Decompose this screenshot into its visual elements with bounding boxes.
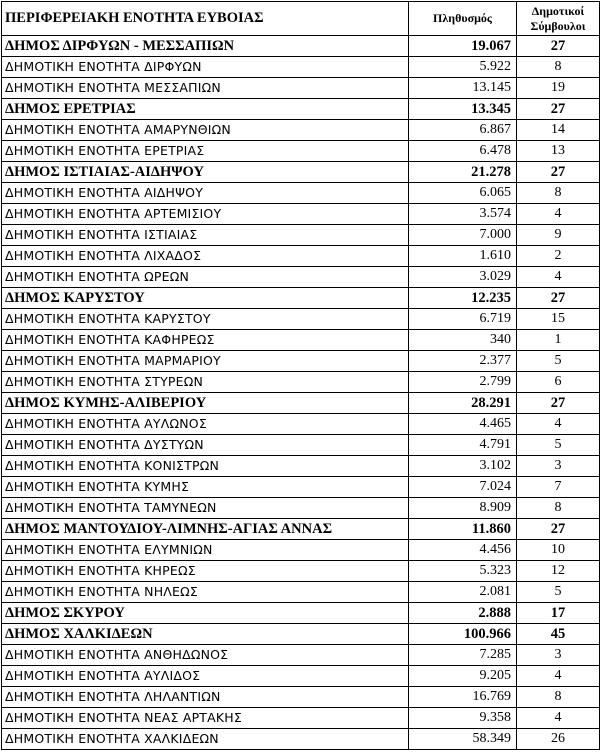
municipality-row (2, 99, 600, 120)
row-name: ΔΗΜΟΣ ΚΑΡΥΣΤΟΥ (2, 288, 409, 309)
row-councillors: 7 (517, 477, 600, 498)
row-name: ΔΗΜΟΤΙΚΗ ΕΝΟΤΗΤΑ ΑΜΑΡΥΝΘΙΩΝ (2, 120, 409, 141)
row-name: ΔΗΜΟΤΙΚΗ ΕΝΟΤΗΤΑ ΛΗΛΑΝΤΙΩΝ (2, 687, 409, 708)
row-name: ΔΗΜΟΤΙΚΗ ΕΝΟΤΗΤΑ ΝΗΛΕΩΣ (2, 582, 409, 603)
row-population: 16.769 (409, 687, 517, 708)
row-population: 19.067 (409, 36, 517, 57)
row-councillors: 19 (517, 78, 600, 99)
municipality-row (2, 393, 600, 414)
row-name: ΔΗΜΟΤΙΚΗ ΕΝΟΤΗΤΑ ΔΥΣΤΥΩΝ (2, 435, 409, 456)
row-councillors: 27 (517, 99, 600, 120)
row-name: ΔΗΜΟΤΙΚΗ ΕΝΟΤΗΤΑ ΔΙΡΦΥΩΝ (2, 57, 409, 78)
row-councillors: 17 (517, 603, 600, 624)
municipal-unit-row (2, 666, 600, 687)
row-name: ΔΗΜΟΤΙΚΗ ΕΝΟΤΗΤΑ ΧΑΛΚΙΔΕΩΝ (2, 729, 409, 750)
municipal-unit-row (2, 477, 600, 498)
row-population: 7.000 (409, 225, 517, 246)
municipal-unit-row (2, 267, 600, 288)
municipal-unit-row (2, 561, 600, 582)
row-population: 5.323 (409, 561, 517, 582)
row-population: 6.065 (409, 183, 517, 204)
municipal-unit-row (2, 582, 600, 603)
row-councillors: 4 (517, 666, 600, 687)
row-councillors: 8 (517, 687, 600, 708)
row-name: ΔΗΜΟΤΙΚΗ ΕΝΟΤΗΤΑ ΤΑΜΥΝΕΩΝ (2, 498, 409, 519)
row-population: 13.345 (409, 99, 517, 120)
row-population: 6.719 (409, 309, 517, 330)
municipal-unit-row (2, 183, 600, 204)
population-header: Πληθυσμός (409, 2, 517, 36)
row-name: ΔΗΜΟΤΙΚΗ ΕΝΟΤΗΤΑ ΚΗΡΕΩΣ (2, 561, 409, 582)
row-population: 7.285 (409, 645, 517, 666)
councillors-header (517, 2, 600, 36)
municipal-unit-row (2, 435, 600, 456)
row-councillors: 27 (517, 36, 600, 57)
row-population: 3.574 (409, 204, 517, 225)
row-name: ΔΗΜΟΤΙΚΗ ΕΝΟΤΗΤΑ ΑΥΛΩΝΟΣ (2, 414, 409, 435)
row-population: 340 (409, 330, 517, 351)
row-name: ΔΗΜΟΣ ΙΣΤΙΑΙΑΣ-ΑΙΔΗΨΟΥ (2, 162, 409, 183)
row-population: 100.966 (409, 624, 517, 645)
row-population: 12.235 (409, 288, 517, 309)
evia-municipalities-table (1, 1, 600, 750)
row-councillors: 45 (517, 624, 600, 645)
municipal-unit-row (2, 708, 600, 729)
row-population: 2.888 (409, 603, 517, 624)
row-name: ΔΗΜΟΤΙΚΗ ΕΝΟΤΗΤΑ ΑΥΛΙΔΟΣ (2, 666, 409, 687)
row-councillors: 3 (517, 645, 600, 666)
row-population: 4.465 (409, 414, 517, 435)
row-population: 9.205 (409, 666, 517, 687)
municipal-unit-row (2, 330, 600, 351)
municipal-unit-row (2, 687, 600, 708)
row-councillors: 15 (517, 309, 600, 330)
row-name: ΔΗΜΟΤΙΚΗ ΕΝΟΤΗΤΑ ΕΛΥΜΝΙΩΝ (2, 540, 409, 561)
row-name: ΔΗΜΟΣ ΣΚΥΡΟΥ (2, 603, 409, 624)
municipal-unit-row (2, 729, 600, 750)
row-population: 9.358 (409, 708, 517, 729)
row-councillors: 14 (517, 120, 600, 141)
row-name: ΔΗΜΟΤΙΚΗ ΕΝΟΤΗΤΑ ΚΑΡΥΣΤΟΥ (2, 309, 409, 330)
row-councillors: 8 (517, 498, 600, 519)
row-population: 6.478 (409, 141, 517, 162)
row-councillors: 27 (517, 288, 600, 309)
row-population: 11.860 (409, 519, 517, 540)
row-population: 1.610 (409, 246, 517, 267)
row-name: ΔΗΜΟΤΙΚΗ ΕΝΟΤΗΤΑ ΜΑΡΜΑΡΙΟΥ (2, 351, 409, 372)
table-body (2, 36, 600, 750)
row-name: ΔΗΜΟΤΙΚΗ ΕΝΟΤΗΤΑ ΚΥΜΗΣ (2, 477, 409, 498)
row-name: ΔΗΜΟΣ ΔΙΡΦΥΩΝ - ΜΕΣΣΑΠΙΩΝ (2, 36, 409, 57)
municipality-row (2, 519, 600, 540)
row-name: ΔΗΜΟΤΙΚΗ ΕΝΟΤΗΤΑ ΩΡΕΩΝ (2, 267, 409, 288)
row-population: 21.278 (409, 162, 517, 183)
row-population: 8.909 (409, 498, 517, 519)
row-name: ΔΗΜΟΤΙΚΗ ΕΝΟΤΗΤΑ ΚΑΦΗΡΕΩΣ (2, 330, 409, 351)
municipality-row (2, 603, 600, 624)
municipal-unit-row (2, 456, 600, 477)
row-population: 2.799 (409, 372, 517, 393)
row-population: 2.081 (409, 582, 517, 603)
municipality-row (2, 36, 600, 57)
row-population: 4.791 (409, 435, 517, 456)
row-councillors: 27 (517, 162, 600, 183)
row-population: 3.102 (409, 456, 517, 477)
municipal-unit-row (2, 78, 600, 99)
row-population: 28.291 (409, 393, 517, 414)
row-councillors: 5 (517, 435, 600, 456)
row-councillors: 4 (517, 414, 600, 435)
row-councillors: 9 (517, 225, 600, 246)
row-councillors: 13 (517, 141, 600, 162)
municipal-unit-row (2, 351, 600, 372)
municipal-unit-row (2, 309, 600, 330)
municipal-unit-row (2, 57, 600, 78)
row-name: ΔΗΜΟΤΙΚΗ ΕΝΟΤΗΤΑ ΣΤΥΡΕΩΝ (2, 372, 409, 393)
municipal-unit-row (2, 372, 600, 393)
municipal-unit-row (2, 540, 600, 561)
row-name: ΔΗΜΟΣ ΧΑΛΚΙΔΕΩΝ (2, 624, 409, 645)
row-councillors: 3 (517, 456, 600, 477)
row-population: 5.922 (409, 57, 517, 78)
row-councillors: 27 (517, 519, 600, 540)
header-row (2, 2, 600, 36)
row-population: 2.377 (409, 351, 517, 372)
municipal-unit-row (2, 645, 600, 666)
row-councillors: 6 (517, 372, 600, 393)
row-councillors: 12 (517, 561, 600, 582)
row-councillors: 4 (517, 204, 600, 225)
row-councillors: 10 (517, 540, 600, 561)
municipality-row (2, 288, 600, 309)
municipal-unit-row (2, 246, 600, 267)
row-name: ΔΗΜΟΤΙΚΗ ΕΝΟΤΗΤΑ ΜΕΣΣΑΠΙΩΝ (2, 78, 409, 99)
row-name: ΔΗΜΟΤΙΚΗ ΕΝΟΤΗΤΑ ΙΣΤΙΑΙΑΣ (2, 225, 409, 246)
councillors-header-line2: Σύμβουλοι (530, 18, 586, 33)
municipal-unit-row (2, 120, 600, 141)
row-councillors: 27 (517, 393, 600, 414)
row-name: ΔΗΜΟΤΙΚΗ ΕΝΟΤΗΤΑ ΑΙΔΗΨΟΥ (2, 183, 409, 204)
row-councillors: 1 (517, 330, 600, 351)
row-councillors: 5 (517, 351, 600, 372)
row-population: 13.145 (409, 78, 517, 99)
row-population: 3.029 (409, 267, 517, 288)
row-name: ΔΗΜΟΤΙΚΗ ΕΝΟΤΗΤΑ ΑΡΤΕΜΙΣΙΟΥ (2, 204, 409, 225)
row-name: ΔΗΜΟΤΙΚΗ ΕΝΟΤΗΤΑ ΛΙΧΑΔΟΣ (2, 246, 409, 267)
municipality-row (2, 624, 600, 645)
row-name: ΔΗΜΟΤΙΚΗ ΕΝΟΤΗΤΑ ΝΕΑΣ ΑΡΤΑΚΗΣ (2, 708, 409, 729)
row-population: 4.456 (409, 540, 517, 561)
row-name: ΔΗΜΟΤΙΚΗ ΕΝΟΤΗΤΑ ΕΡΕΤΡΙΑΣ (2, 141, 409, 162)
row-population: 58.349 (409, 729, 517, 750)
row-councillors: 5 (517, 582, 600, 603)
row-name: ΔΗΜΟΣ ΜΑΝΤΟΥΔΙΟΥ-ΛΙΜΝΗΣ-ΑΓΙΑΣ ΑΝΝΑΣ (2, 519, 409, 540)
municipal-unit-row (2, 141, 600, 162)
row-councillors: 8 (517, 57, 600, 78)
municipal-unit-row (2, 204, 600, 225)
row-name: ΔΗΜΟΣ ΚΥΜΗΣ-ΑΛΙΒΕΡΙΟΥ (2, 393, 409, 414)
row-population: 6.867 (409, 120, 517, 141)
row-councillors: 2 (517, 246, 600, 267)
municipal-unit-row (2, 498, 600, 519)
row-councillors: 4 (517, 267, 600, 288)
municipality-row (2, 162, 600, 183)
municipal-unit-row (2, 225, 600, 246)
row-councillors: 4 (517, 708, 600, 729)
councillors-header-line1: Δημοτικοί (531, 3, 585, 18)
row-name: ΔΗΜΟΤΙΚΗ ΕΝΟΤΗΤΑ ΚΟΝΙΣΤΡΩΝ (2, 456, 409, 477)
row-councillors: 8 (517, 183, 600, 204)
table-title: ΠΕΡΙΦΕΡΕΙΑΚΗ ΕΝΟΤΗΤΑ ΕΥΒΟΙΑΣ (2, 2, 409, 36)
row-name: ΔΗΜΟΤΙΚΗ ΕΝΟΤΗΤΑ ΑΝΘΗΔΩΝΟΣ (2, 645, 409, 666)
municipal-unit-row (2, 414, 600, 435)
row-councillors: 26 (517, 729, 600, 750)
row-name: ΔΗΜΟΣ ΕΡΕΤΡΙΑΣ (2, 99, 409, 120)
row-population: 7.024 (409, 477, 517, 498)
